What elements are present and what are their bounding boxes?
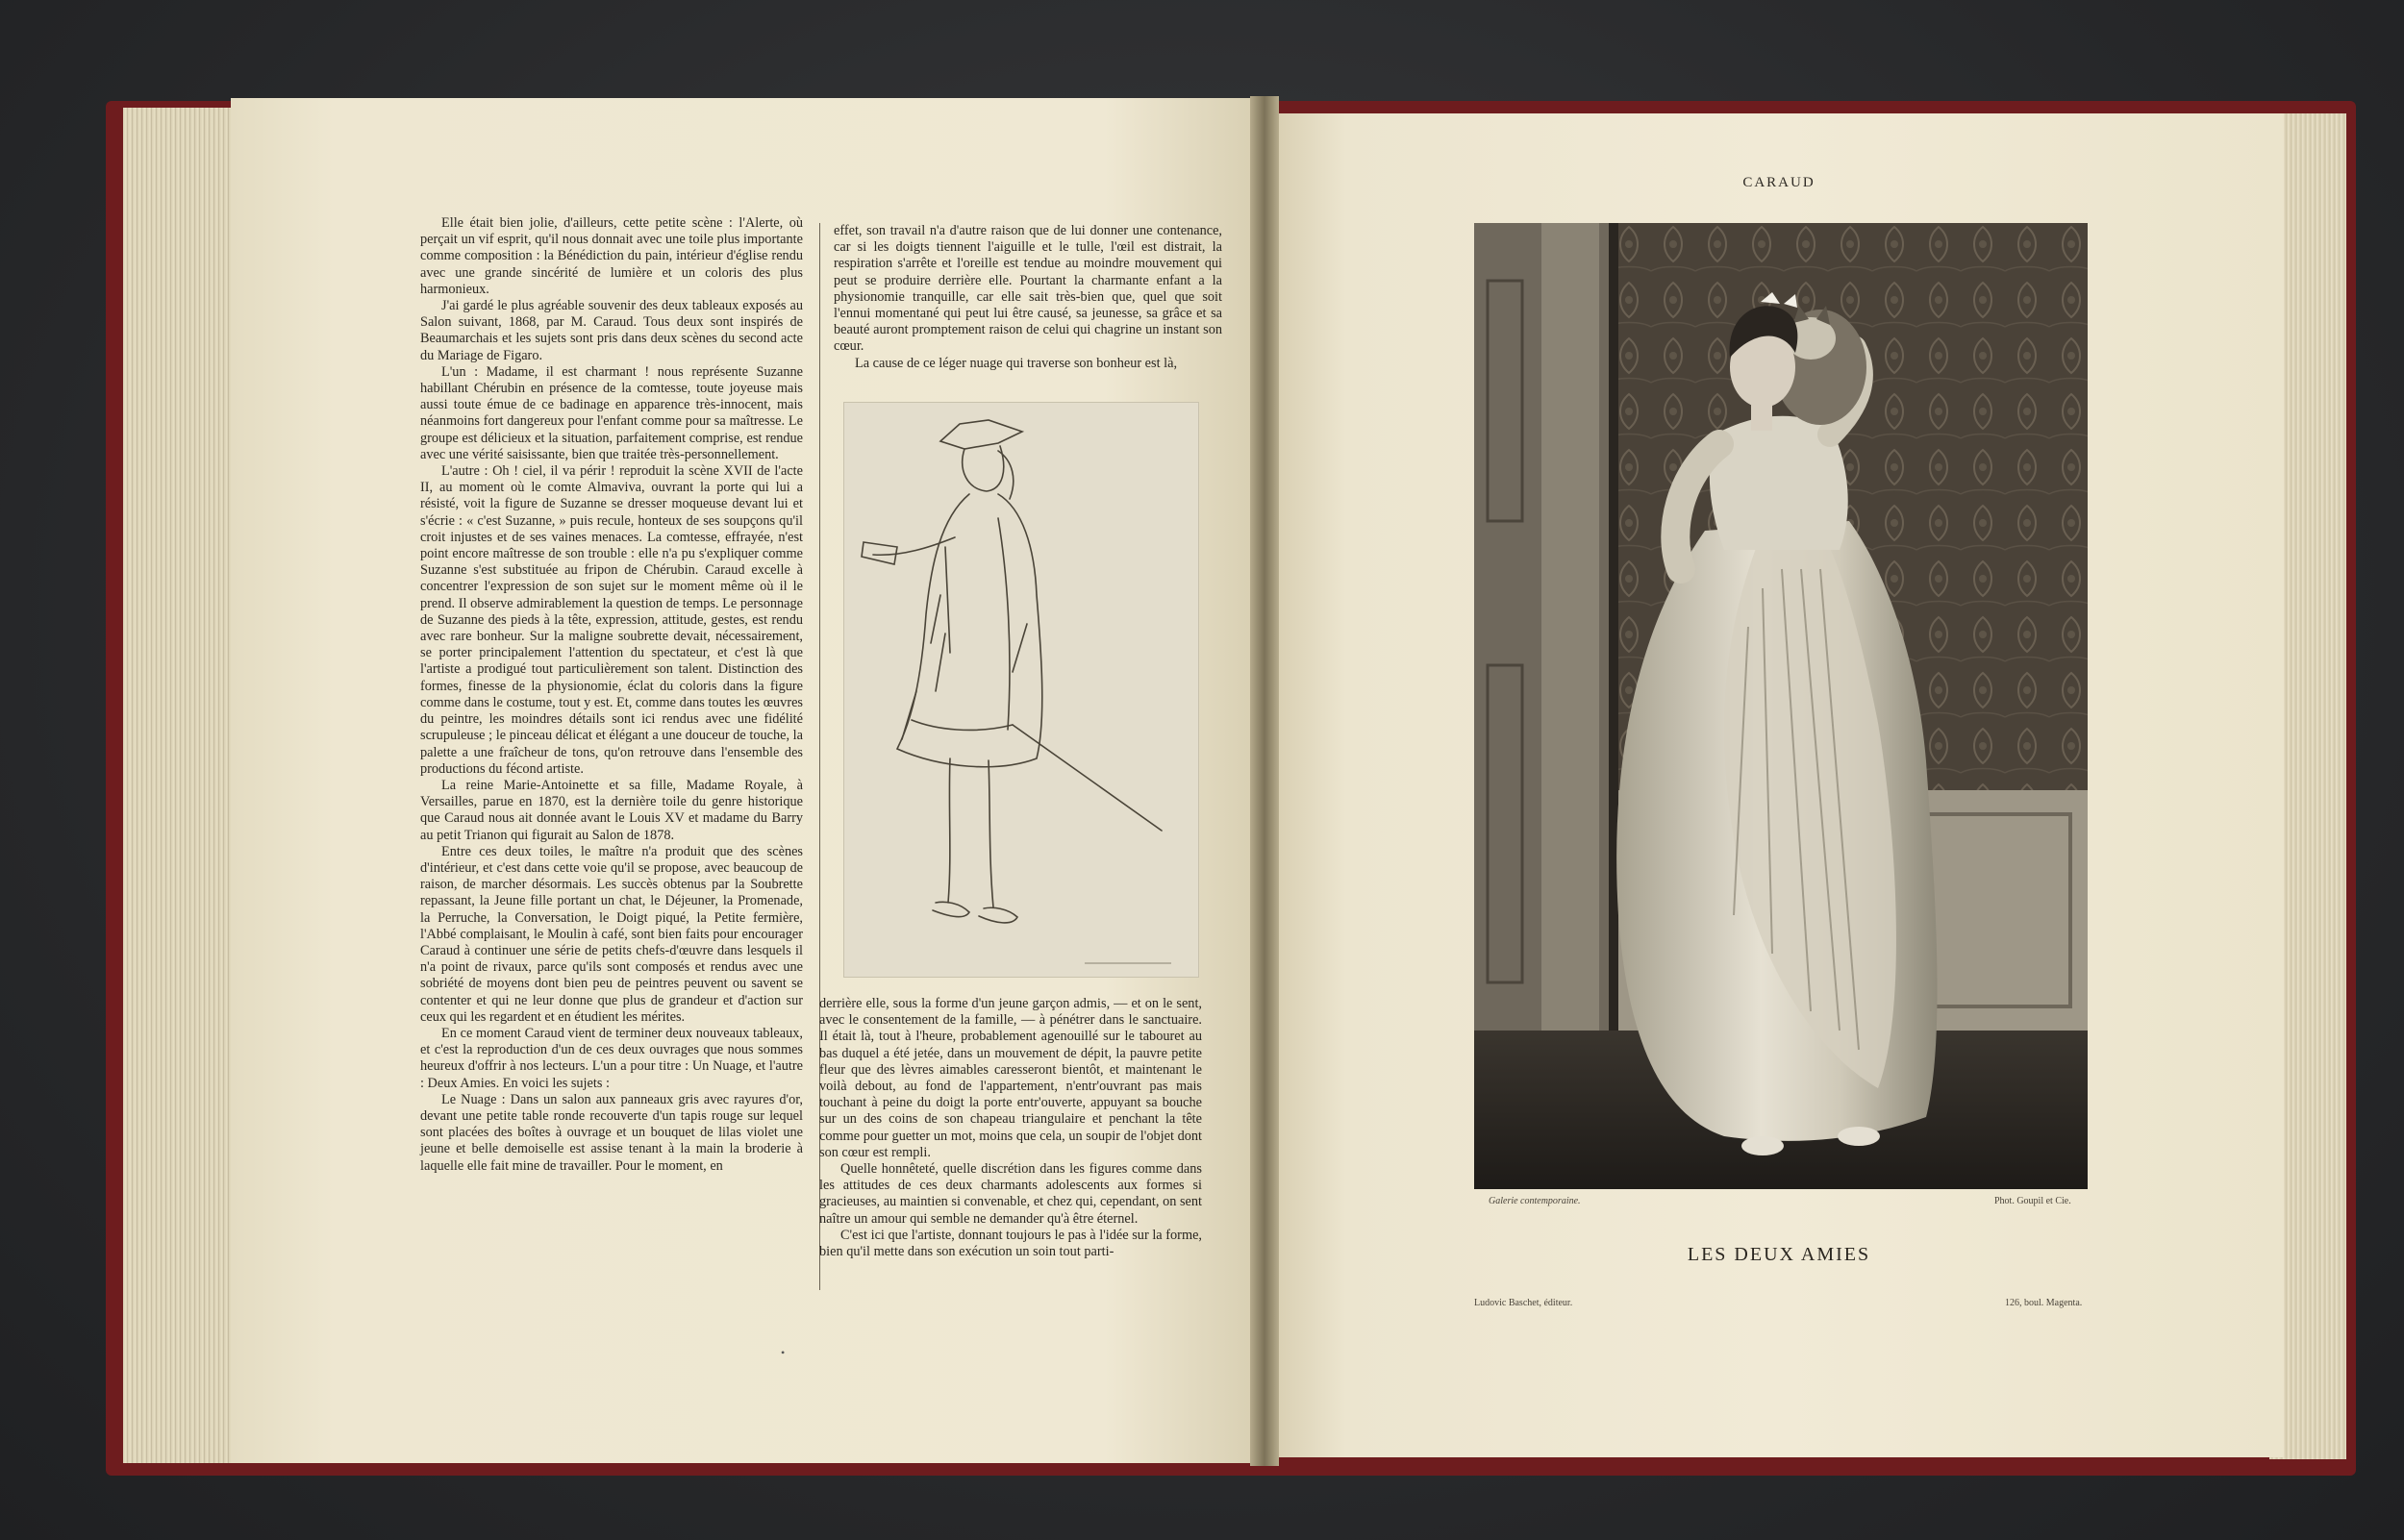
running-header: CARAUD <box>1742 175 1816 190</box>
paragraph: Entre ces deux toiles, le maître n'a produit que des scènes d'intérieur, et c'est dans cette voie qu'il se propose, avec beaucoup de raison, de marcher désormais. Les succès obtenus par la Soubrette repassant, la Jeune fille portant un chat, le Déjeuner, la Promenade, la Perruche, la Conversation, le Doigt piqué, la Petite fermière, l'Abbé complaisant, le Moulin à café, sont bien faits pour encourager Caraud à continuer une série de petits chefs-d'œuvre dans lesquels il n'a point de rivaux, parce qu'ils sont composés et rendus avec une sobriété de moyens dont bien peu de peintres peuvent ou savent se contenter et qui ne leur donne que plus de grandeur et d'action sur ceux qui les regardent et en étudient les mérites. <box>420 843 803 1025</box>
text-column-2 <box>834 223 1222 372</box>
paragraph: L'un : Madame, il est charmant ! nous représente Suzanne habillant Chérubin en présence de la comtesse, toute joyeuse mais aussi toute émue de ce badinage en apparence très-innocent, mais néanmoins fort dangereux pour l'enfant comme pour sa maîtresse. Le groupe est délicieux et la situation, parfaitement comprise, est rendue avec une vérité saisissante, bien que traitée très-personnellement. <box>420 363 803 462</box>
paragraph: Le Nuage : Dans un salon aux panneaux gris avec rayures d'or, devant une petite table ronde recouverte d'un tapis rouge sur lequel sont placées des boîtes à ouvrage et un bouquet de lilas violet une jeune et belle demoiselle est assise tenant à la main la broderie à laquelle elle fait mine de travailler. Pour le moment, en <box>420 1091 803 1174</box>
paragraph: La reine Marie-Antoinette et sa fille, Madame Royale, à Versailles, parue en 1870, est la dernière toile du genre historique que Caraud nous ait donnée avant le Louis XV et madame du Barry au petit Trianon qui figurait au Salon de 1878. <box>420 777 803 843</box>
paragraph: L'autre : Oh ! ciel, il va périr ! reproduit la scène XVII de l'acte II, au moment où le comte Almaviva, ouvrant la porte qui lui a résisté, voit la figure de Suzanne se dresser moqueuse devant lui et s'écrie : « c'est Suzanne, » puis recule, honteux de ses soupçons qu'il croit injustes et de ses vaines menaces. La comtesse, effrayée, n'est point encore maîtresse de son trouble : elle n'a pu s'expliquer comme Suzanne s'est substituée au fripon de Chérubin. Caraud excelle à concentrer l'expression de son sujet sur le moment même où il le prend. Il observe admirablement la question de temps. Le personnage de Suzanne des pieds à la tête, expression, attitude, gestes, est rendu avec rare bonheur. Sur la maligne soubrette devait, nécessairement, se porter principalement l'attention du spectateur, et c'est là que l'artiste a prodigué tout particulièrement son talent. Distinction des formes, finesse de la physionomie, éclat du coloris dans la figure comme dans le costume, tout y est. Et, comme dans toutes les œuvres du peintre, les moindres détails sont ici rendus avec une fidélité scrupuleuse ; le pinceau délicat et élégant a une douceur de touche, la palette a une fraîcheur de tons, qu'on retrouve dans l'ensemble des productions du fécond artiste. <box>420 463 803 777</box>
paragraph: effet, son travail n'a d'autre raison que de lui donner une contenance, car si les doigts tiennent l'aiguille et le tulle, l'œil est distrait, la respiration s'arrête et l'oreille est tendue au moindre mouvement qui peut se produire derrière elle. Pourtant la charmante enfant a la physionomie tranquille, car elle sait très-bien que, quel que soit l'ennui momentané qui peut lui être causé, sa jeunesse, sa grâce et sa beauté auront promptement raison de celui qui chagrine un instant son cœur. <box>834 223 1222 355</box>
book-gutter <box>1250 96 1279 1466</box>
paragraph: Elle était bien jolie, d'ailleurs, cette petite scène : l'Alerte, où perçait un vif esprit, qu'il nous donnait avec une toile plus importante comme composition : la Bénédiction du pain, intérieur d'église rendu avec une grande sincérité de lumière et un coloris des plus harmonieux. <box>420 215 803 297</box>
plate-credit-right: Phot. Goupil et Cie. <box>1994 1196 2071 1206</box>
paragraph: La cause de ce léger nuage qui traverse son bonheur est là, <box>855 355 1178 371</box>
publisher-address: 126, boul. Magenta. <box>2005 1298 2083 1308</box>
paragraph: J'ai gardé le plus agréable souvenir des deux tableaux exposés au Salon suivant, 1868, par M. Caraud. Tous deux sont inspirés de Beaumarchais et les sujets sont pris dans deux scènes du second acte du Mariage de Figaro. <box>420 298 803 363</box>
paragraph: derrière elle, sous la forme d'un jeune garçon admis, — et on le sent, avec le consentement de la famille, — à pénétrer dans le sanctuaire. Il était là, tout à l'heure, probablement agenouillé sur le tabouret au bas duquel a été jetée, dans un mouvement de dépit, la pauvre petite fleur que des lèvres aimables caresseront bientôt, et maintenant le voilà debout, au fond de l'appartement, n'entr'ouvrant pas mais touchant à peine du doigt la porte entr'ouverte, appuyant sa bouche sur un des coins de son chapeau triangulaire et penchant la tête comme pour guetter un mot, moins que cela, un soupir de l'objet dont son cœur est rempli. <box>819 996 1202 1160</box>
plate-credit-left: Galerie contemporaine. <box>1489 1196 1581 1206</box>
paragraph: En ce moment Caraud vient de terminer deux nouveaux tableaux, et c'est la reproduction d'un de ces deux ouvrages que nous sommes heureux d'offrir à nos lecteurs. L'un a pour titre : Un Nuage, et l'autre : Deux Amies. En voici les sujets : <box>420 1025 803 1091</box>
photogravure-plate <box>1474 223 2088 1189</box>
text-column-1 <box>420 215 803 1175</box>
page-mark: • <box>781 1346 786 1359</box>
text-column-3 <box>819 996 1202 1260</box>
paragraph: Quelle honnêteté, quelle discrétion dans les figures comme dans les attitudes de ces deux charmants adolescents aux formes si gracieuses, au maintien si convenable, et chez qui, cependant, on sent naître un amour qui semble ne demander qu'à être éternel. <box>819 1161 1202 1227</box>
figure-sketch-illustration <box>843 402 1199 978</box>
plate-title: LES DEUX AMIES <box>1687 1244 1871 1265</box>
paragraph: C'est ici que l'artiste, donnant toujours le pas à l'idée sur la forme, bien qu'il mette dans son exécution un soin tout parti- <box>819 1227 1202 1260</box>
publisher-imprint: Ludovic Baschet, éditeur. <box>1474 1298 1573 1308</box>
